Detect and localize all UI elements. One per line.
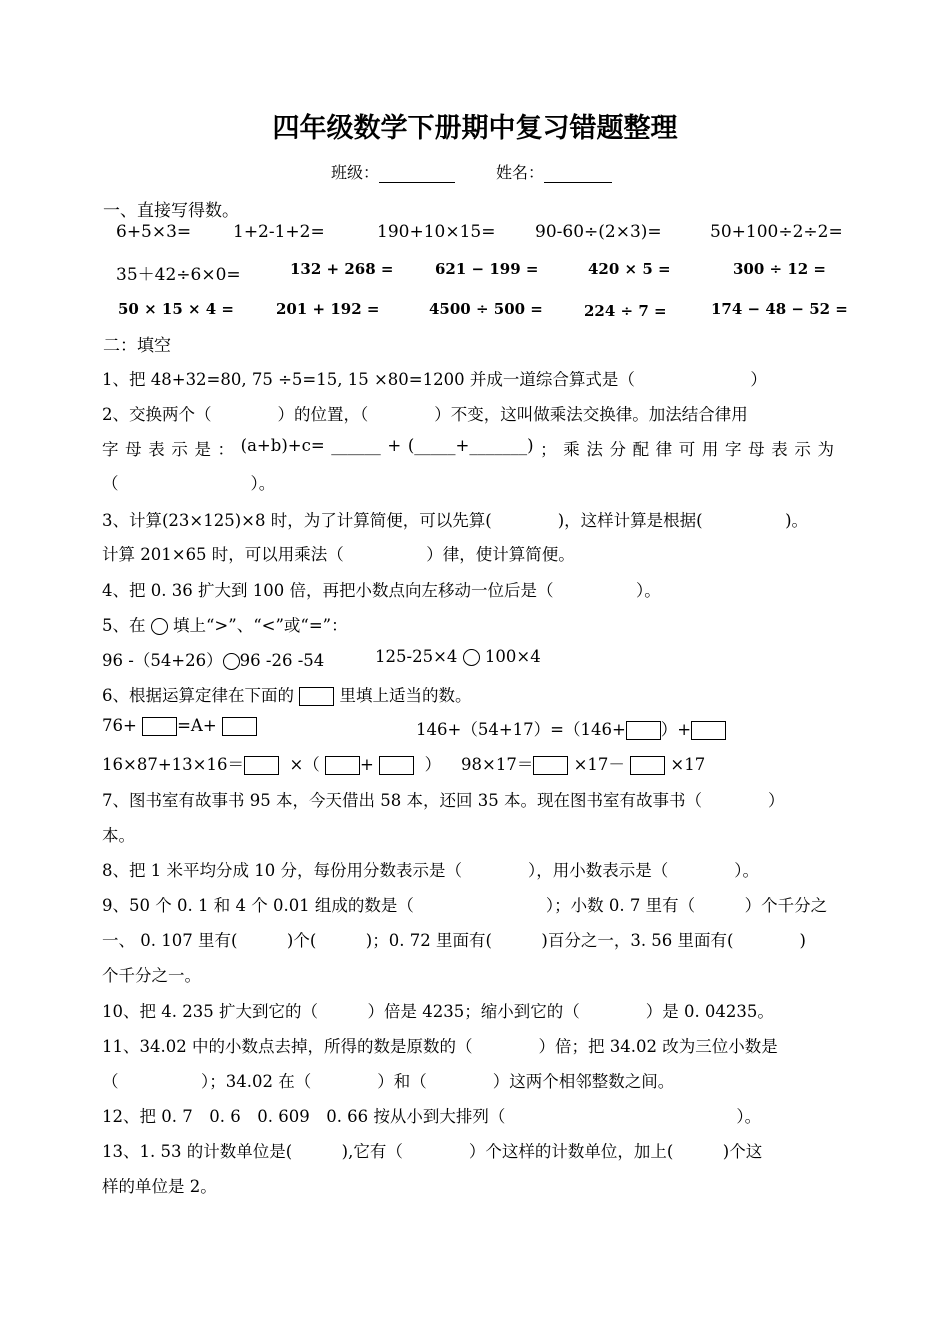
question-7-line-b: 本。: [102, 826, 135, 845]
page-title: 四年级数学下册期中复习错题整理: [272, 113, 678, 144]
calc-item: 50+100÷2÷2=: [710, 222, 843, 242]
calc-item: 621 − 199 =: [435, 260, 539, 278]
question-4: 4、把 0. 36 扩大到 100 倍，再把小数点向左移动一位后是（ ）。: [102, 581, 661, 600]
answer-box[interactable]: [626, 721, 661, 740]
calc-item: 4500 ÷ 500 =: [429, 300, 543, 318]
answer-box[interactable]: [325, 756, 360, 775]
calc-item: 132 + 268 =: [290, 260, 394, 278]
answer-box[interactable]: [691, 721, 726, 740]
question-11-line-b: （ ）；34.02 在（ ）和（ ）这两个相邻整数之间。: [102, 1072, 675, 1091]
question-12: 12、把 0. 7 0. 6 0. 609 0. 66 按从小到大排列（ ）。: [102, 1107, 762, 1126]
question-6-line-2: 16×87+13×16＝ ×（ + ）: [102, 755, 442, 774]
answer-box[interactable]: [244, 756, 279, 775]
question-2-line-b: 字 母 表 示 是 ： (a+b)+c= ______ + (_____+_______) ； 乘 法 分 配 律 可 用 字 母 表 示 为: [102, 436, 834, 459]
calc-item: 35＋42÷6×0=: [116, 265, 241, 285]
question-5-line-b: 96 -（54+26） 96 -26 -54: [102, 651, 325, 670]
question-9-line-a: 9、50 个 0. 1 和 4 个 0.01 组成的数是（ ）；小数 0. 7 里有（ ）个千分之: [102, 896, 828, 915]
question-8: 8、把 1 米平均分成 10 分，每份用分数表示是（ ），用小数表示是（ ）。: [102, 861, 759, 880]
calc-item: 1+2-1+2=: [233, 222, 325, 242]
calc-item: 300 ÷ 12 =: [733, 260, 826, 278]
compare-circle-icon: [151, 618, 168, 635]
question-3-line-a: 3、计算(23×125)×8 时，为了计算简便，可以先算( )，这样计算是根据( )。: [102, 511, 809, 530]
question-13-line-a: 13、1. 53 的计数单位是( ),它有（ ）个这样的计数单位，加上( )个这: [102, 1142, 763, 1161]
question-6-instruction: 6、根据运算定律在下面的 里填上适当的数。: [102, 686, 472, 705]
class-label: 班级：: [331, 160, 455, 183]
answer-box[interactable]: [222, 717, 257, 736]
question-6-line-1-left: 76+ =A+: [102, 716, 257, 736]
question-11-line-a: 11、34.02 中的小数点去掉，所得的数是原数的（ ）倍；把 34.02 改为三位小数是: [102, 1037, 778, 1056]
name-blank[interactable]: [544, 166, 612, 183]
answer-box[interactable]: [630, 756, 665, 775]
answer-box[interactable]: [142, 717, 177, 736]
calc-item: 201 + 192 =: [276, 300, 380, 318]
question-3-line-b: 计算 201×65 时，可以用乘法（ ）律，使计算简便。: [102, 545, 575, 564]
answer-box[interactable]: [379, 756, 414, 775]
calc-item: 224 ÷ 7 =: [584, 302, 667, 320]
question-5-line-b-right: 125-25×4 100×4: [375, 647, 541, 666]
calc-item: 420 × 5 =: [588, 260, 671, 278]
calc-item: 6+5×3=: [116, 222, 192, 242]
question-13-line-b: 样的单位是 2。: [102, 1177, 217, 1196]
question-6-line-2-right: 98×17＝ ×17－ ×17: [461, 755, 706, 774]
question-9-line-c: 个千分之一。: [102, 966, 201, 985]
answer-box: [299, 687, 334, 706]
section1-heading: 一、直接写得数。: [103, 201, 239, 221]
compare-circle-icon[interactable]: [223, 653, 240, 670]
section2-heading: 二：填空: [103, 336, 171, 356]
question-2-line-a: 2、交换两个（ ）的位置，（ ）不变，这叫做乘法交换律。加法结合律用: [102, 405, 748, 424]
question-10: 10、把 4. 235 扩大到它的（ ）倍是 4235；缩小到它的（ ）是 0. 04235。: [102, 1002, 774, 1021]
question-7-line-a: 7、图书室有故事书 95 本，今天借出 58 本，还回 35 本。现在图书室有故事书（ ）: [102, 791, 785, 810]
question-1: 1、把 48+32=80, 75 ÷5=15, 15 ×80=1200 并成一道综合算式是（ ）: [102, 370, 767, 389]
calc-item: 90-60÷(2×3)=: [535, 222, 662, 242]
calc-item: 50 × 15 × 4 =: [118, 300, 235, 318]
question-6-line-1-right: 146+（54+17）=（146+ ）+: [416, 716, 726, 740]
name-label: 姓名：: [496, 160, 612, 183]
class-blank[interactable]: [379, 166, 455, 183]
answer-box[interactable]: [533, 756, 568, 775]
question-5-line-a: 5、在 填上“>”、“<”或“=”：: [102, 616, 348, 635]
question-9-line-b: 一、 0. 107 里有( )个( )；0. 72 里面有( )百分之一，3. 56 里面有( ): [102, 931, 806, 950]
calc-item: 190+10×15=: [377, 222, 496, 242]
question-2-line-c: （ ）。: [102, 474, 276, 493]
calc-item: 174 − 48 − 52 =: [711, 300, 848, 318]
compare-circle-icon[interactable]: [463, 649, 480, 666]
